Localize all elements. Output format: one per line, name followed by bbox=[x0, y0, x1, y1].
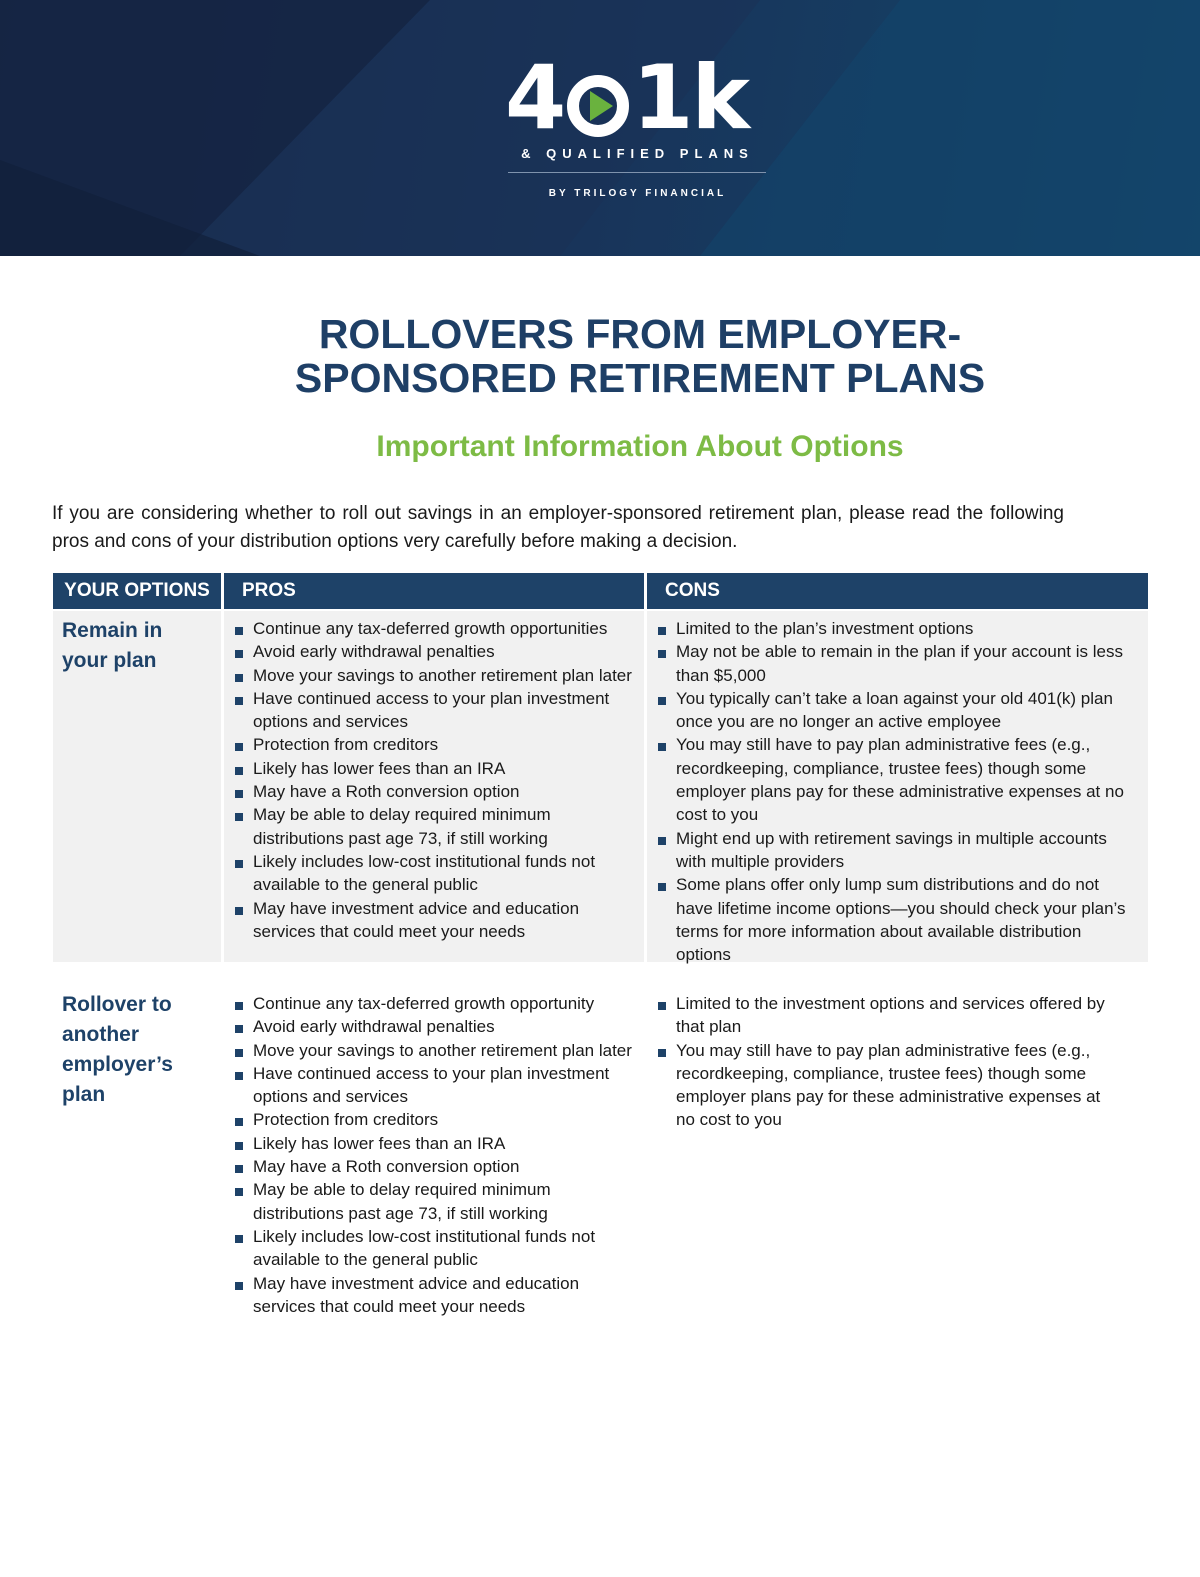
option-label-remain: Remain in your plan bbox=[62, 619, 163, 672]
list-item: May have a Roth conversion option bbox=[234, 1155, 634, 1178]
logo-divider bbox=[508, 172, 766, 173]
list-item: May have a Roth conversion option bbox=[234, 780, 634, 803]
list-item: Limited to the plan’s investment options bbox=[657, 617, 1137, 640]
list-item: Likely includes low-cost institutional funds not available to the general public bbox=[234, 850, 634, 897]
logo-byline: BY TRILOGY FINANCIAL bbox=[548, 188, 727, 199]
list-item: May be able to delay required minimum distributions past age 73, if still working bbox=[234, 1178, 634, 1225]
list-item: May be able to delay required minimum distributions past age 73, if still working bbox=[234, 803, 634, 850]
list-item: Likely has lower fees than an IRA bbox=[234, 757, 634, 780]
list-item: You may still have to pay plan administrative fees (e.g., recordkeeping, compliance, trustee fees) though some employer plans pay for these administrative expenses at no cost to you bbox=[657, 733, 1137, 826]
list-item: Avoid early withdrawal penalties bbox=[234, 1015, 634, 1038]
list-item: May have investment advice and education services that could meet your needs bbox=[234, 897, 634, 944]
list-item: Some plans offer only lump sum distributions and do not have lifetime income options—you should check your plan’s terms for more information about available distribution options bbox=[657, 873, 1137, 966]
list-item: Likely includes low-cost institutional funds not available to the general public bbox=[234, 1225, 634, 1272]
logo-tagline: & QUALIFIED PLANS bbox=[521, 146, 754, 161]
pros-list-rollover bbox=[234, 992, 634, 1318]
list-item: Continue any tax-deferred growth opportunity bbox=[234, 992, 634, 1015]
list-item: Continue any tax-deferred growth opportunities bbox=[234, 617, 634, 640]
header-pros: PROS bbox=[224, 573, 644, 609]
list-item: Likely has lower fees than an IRA bbox=[234, 1132, 634, 1155]
list-item: Limited to the investment options and services offered by that plan bbox=[657, 992, 1107, 1039]
list-item: You typically can’t take a loan against your old 401(k) plan once you are no longer an active employee bbox=[657, 687, 1137, 734]
page-title-line1: ROLLOVERS FROM EMPLOYER- bbox=[318, 311, 962, 357]
list-item: Move your savings to another retirement plan later bbox=[234, 664, 634, 687]
cons-list-rollover bbox=[657, 992, 1107, 1132]
list-item: Have continued access to your plan investment options and services bbox=[234, 687, 634, 734]
logo-401k bbox=[505, 46, 770, 208]
header-cons: CONS bbox=[647, 573, 1148, 609]
logo-wordmark bbox=[505, 46, 770, 149]
header-your-options: YOUR OPTIONS bbox=[53, 573, 221, 609]
cons-list-remain bbox=[657, 617, 1137, 966]
list-item: May have investment advice and education services that could meet your needs bbox=[234, 1272, 634, 1319]
list-item: May not be able to remain in the plan if your account is less than $5,000 bbox=[657, 640, 1137, 687]
page-title bbox=[240, 312, 1040, 400]
page-subtitle: Important Information About Options bbox=[376, 430, 904, 463]
option-label-rollover: Rollover to another employer’s plan bbox=[62, 993, 173, 1106]
logo-text-right: 1k bbox=[632, 46, 748, 149]
play-icon bbox=[566, 68, 630, 132]
list-item: Avoid early withdrawal penalties bbox=[234, 640, 634, 663]
header-banner bbox=[0, 0, 1200, 256]
list-item: Protection from creditors bbox=[234, 733, 634, 756]
intro-paragraph: If you are considering whether to roll out savings in an employer-sponsored retirement plan, please read the following pros and cons of your distribution options very carefully before making a decision. bbox=[52, 503, 1064, 552]
list-item: Have continued access to your plan investment options and services bbox=[234, 1062, 634, 1109]
pros-list-remain bbox=[234, 617, 634, 943]
logo-text-left: 4 bbox=[505, 46, 565, 149]
list-item: Might end up with retirement savings in multiple accounts with multiple providers bbox=[657, 827, 1137, 874]
page-title-line2: SPONSORED RETIREMENT PLANS bbox=[294, 355, 986, 401]
list-item: Move your savings to another retirement plan later bbox=[234, 1039, 634, 1062]
list-item: You may still have to pay plan administrative fees (e.g., recordkeeping, compliance, trustee fees) though some employer plans pay for these administrative expenses at no cost to you bbox=[657, 1039, 1107, 1132]
list-item: Protection from creditors bbox=[234, 1108, 634, 1131]
